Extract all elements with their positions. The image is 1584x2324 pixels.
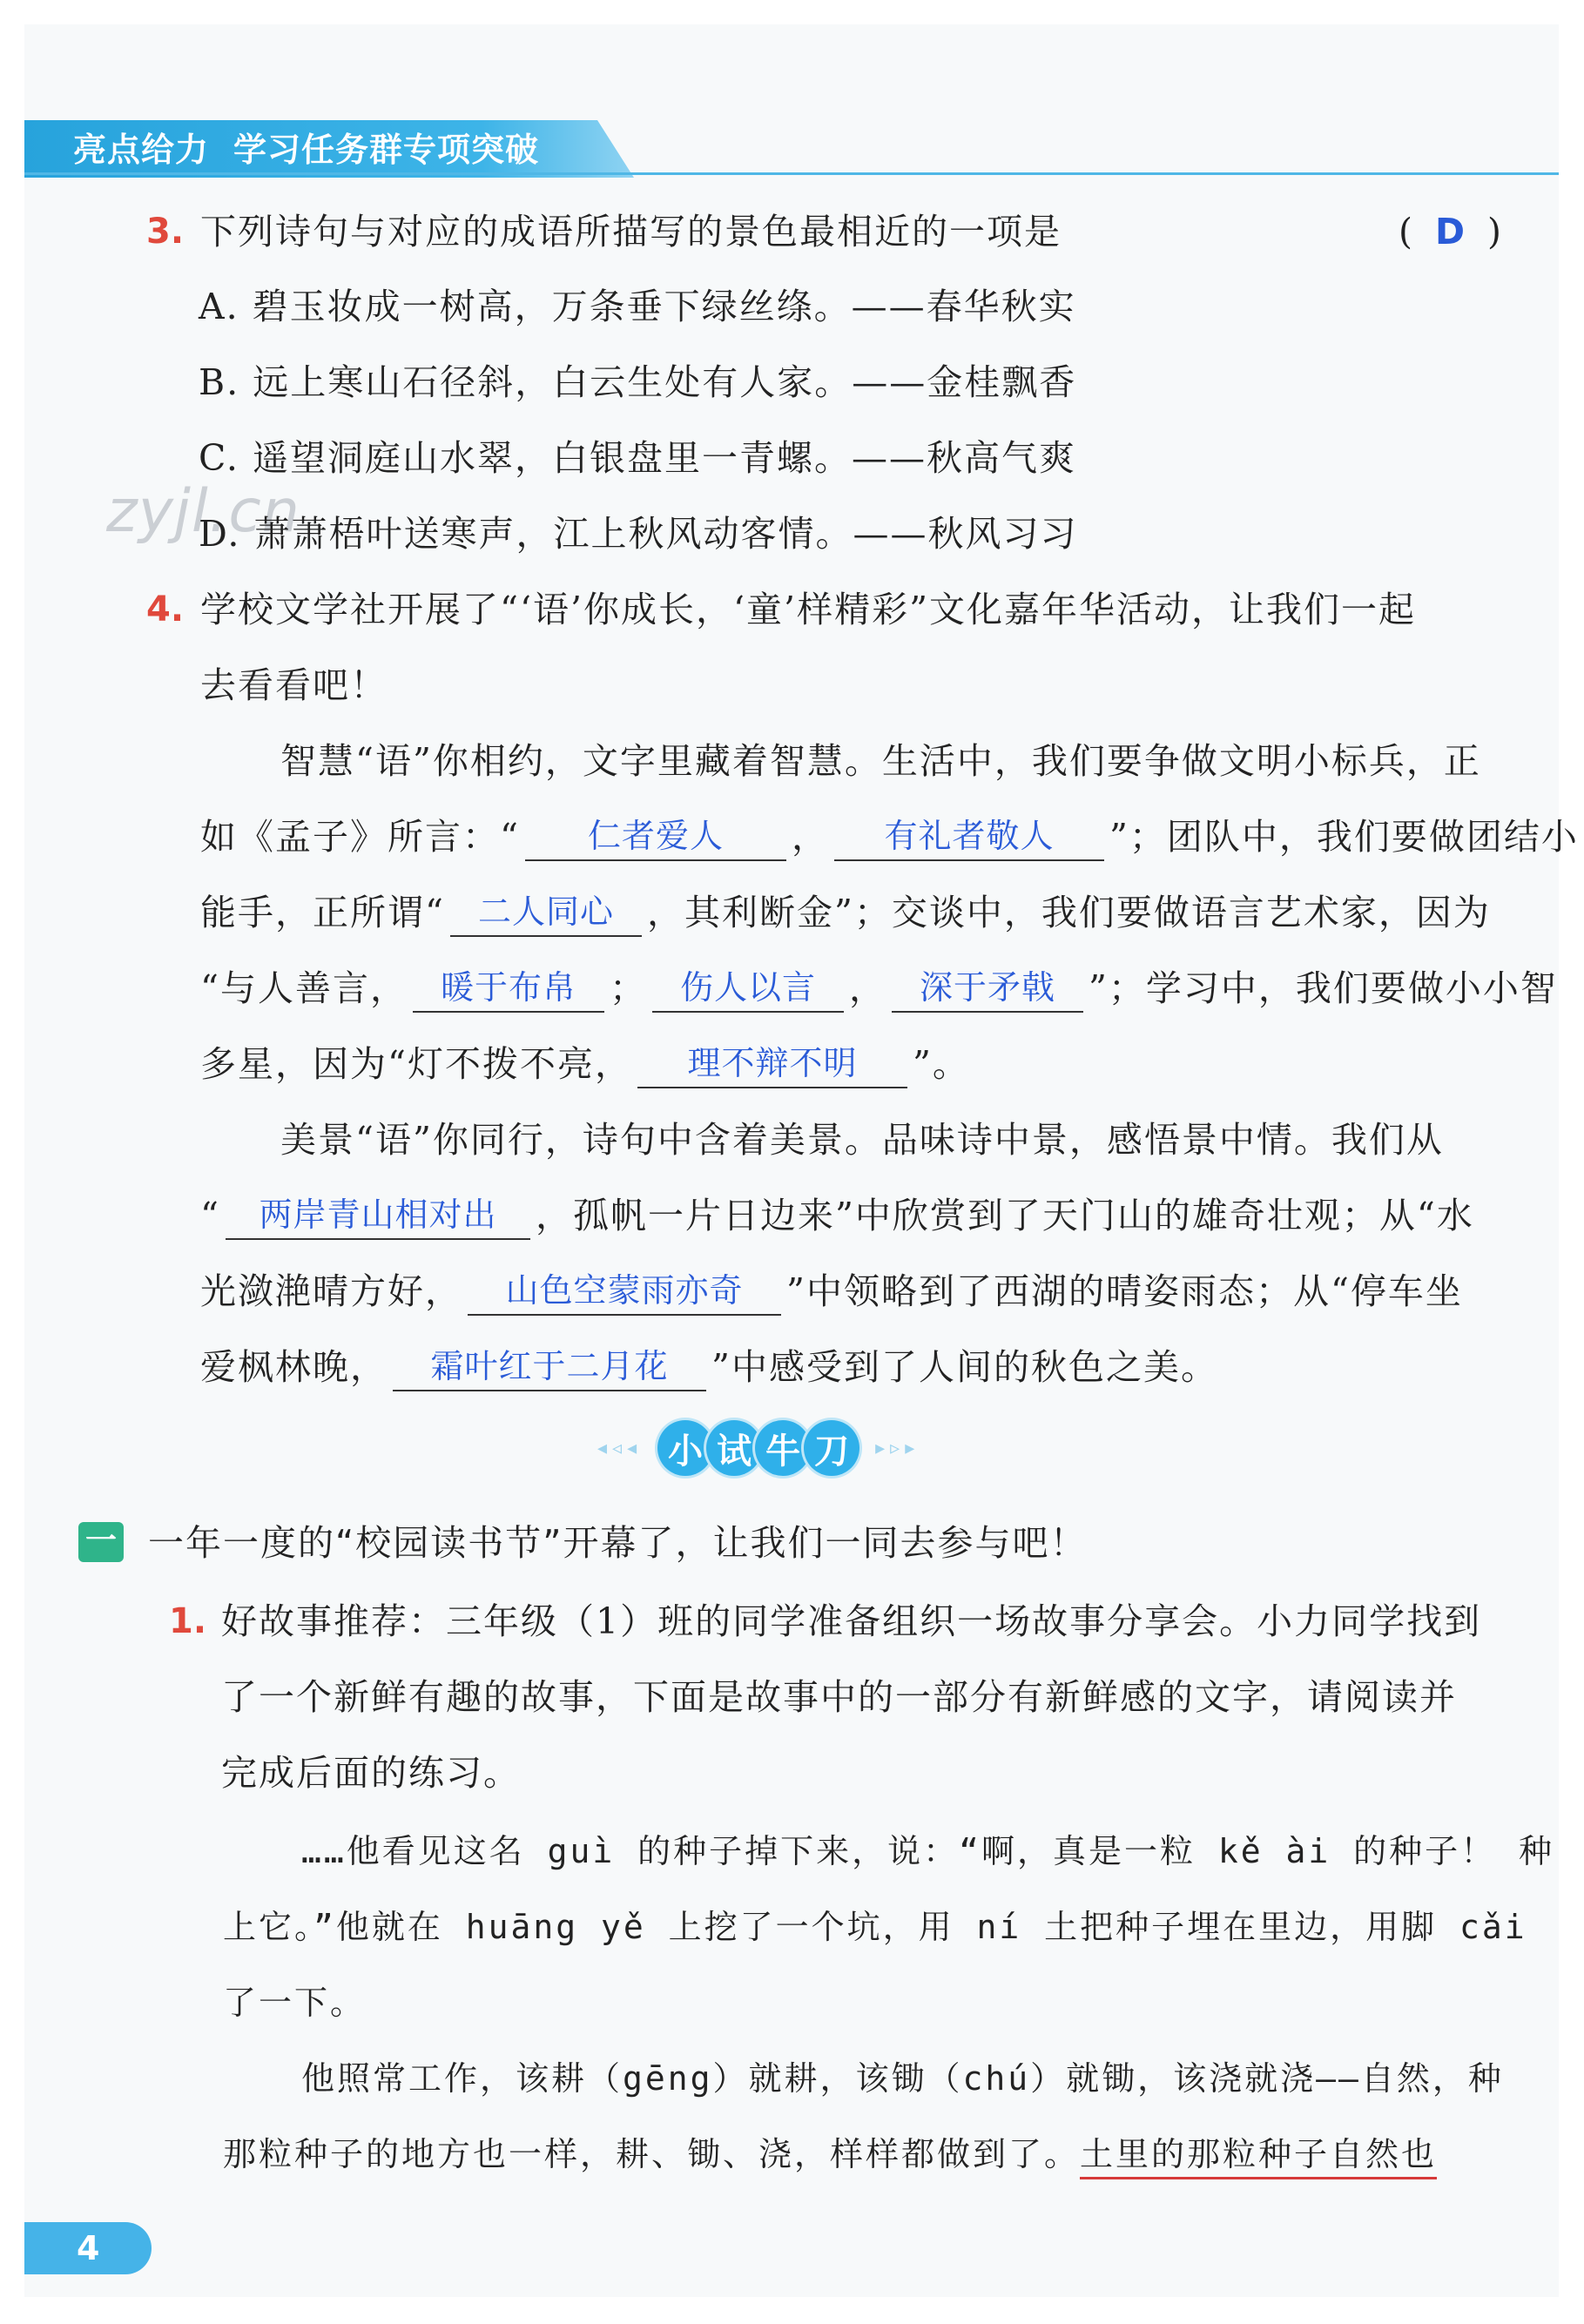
q4-line1: 学校文学社开展了“‘语’你成长，‘童’样精彩”文化嘉年华活动，让我们一起	[200, 589, 1417, 630]
answer-blank: 深于矛戟	[892, 966, 1083, 1013]
text: ，其利断金”；交谈中，我们要做语言艺术家，因为	[646, 892, 1491, 933]
text: “与人善言，	[200, 967, 408, 1009]
text: 如《孟子》所言：“	[200, 816, 520, 858]
text: ”中感受到了人间的秋色之美。	[711, 1346, 1218, 1388]
q1-number: 1.	[169, 1601, 207, 1641]
paren-close: )	[1487, 211, 1502, 253]
text: ”；学习中，我们要做小小智	[1088, 967, 1558, 1009]
q3-answer-paren	[1399, 207, 1501, 256]
left-arrows-icon: ◂◃◂	[597, 1437, 643, 1459]
answer-blank: 霜叶红于二月花	[393, 1344, 706, 1391]
answer-blank: 两岸青山相对出	[226, 1193, 530, 1240]
q3-stem: 下列诗句与对应的成语所描写的景色最相近的一项是	[200, 211, 1062, 253]
q4-number: 4.	[146, 589, 185, 630]
q4-p1-line1: 智慧“语”你相约，文字里藏着智慧。生活中，我们要争做文明小标兵，正	[280, 740, 1481, 782]
answer-blank: 山色空蒙雨亦奇	[468, 1269, 781, 1316]
text: 光潋滟晴方好，	[200, 1270, 462, 1312]
section-char: 小	[657, 1420, 713, 1476]
section-bubbles	[657, 1420, 859, 1476]
q3-option-a: A. 碧玉妆成一树高，万条垂下绿丝绦。——春华秋实	[199, 286, 1076, 327]
answer-blank: 理不辩不明	[637, 1041, 907, 1088]
text: 能手，正所谓“	[200, 892, 445, 933]
story-line1: ……他看见这名 guì 的种子掉下来，说：“啊，真是一粒 kě ài 的种子！ 种	[301, 1832, 1555, 1870]
q4-p2-line4	[200, 1343, 1218, 1391]
story-line4: 他照常工作，该耕（gēng）就耕，该锄（chú）就锄，该浇就浇——自然，种	[301, 2059, 1504, 2098]
text: ，	[848, 967, 886, 1009]
paren-open: (	[1399, 211, 1412, 253]
q4-p2-line1: 美景“语”你同行，诗句中含着美景。品味诗中景，感悟景中情。我们从	[280, 1119, 1444, 1161]
q3-option-c: C. 遥望洞庭山水翠，白银盘里一青螺。——秋高气爽	[199, 437, 1076, 479]
right-arrows-icon: ▸▹▸	[875, 1437, 920, 1459]
q4-p1-line3	[200, 888, 1491, 937]
text: ，	[791, 816, 829, 858]
section-title: 一年一度的“校园读书节”开幕了，让我们一同去参与吧！	[148, 1522, 1088, 1564]
answer-blank: 暖于布帛	[413, 966, 604, 1013]
text: 多星，因为“灯不拨不亮，	[200, 1043, 632, 1085]
header-title	[73, 124, 539, 176]
text: ；	[609, 967, 647, 1009]
answer-blank: 伤人以言	[652, 966, 844, 1013]
q4-p1-line5	[200, 1040, 970, 1088]
q3-answer: D	[1435, 211, 1466, 253]
q1-line2: 了一个新鲜有趣的故事，下面是故事中的一部分有新鲜感的文字，请阅读并	[221, 1676, 1457, 1718]
story-line3: 了一下。	[223, 1984, 367, 2022]
q3-option-b: B. 远上寒山石径斜，白云生处有人家。——金桂飘香	[199, 361, 1077, 403]
text: ”中领略到了西湖的晴姿雨态；从“停车坐	[786, 1270, 1463, 1312]
text: ”；团队中，我们要做团结小	[1109, 816, 1579, 858]
page-number: 4	[24, 2222, 152, 2274]
text: ”。	[912, 1043, 970, 1085]
header-title-main: 亮点给力	[73, 131, 210, 169]
section-char: 刀	[804, 1420, 859, 1476]
section-char: 试	[706, 1420, 762, 1476]
story-line5	[223, 2130, 1437, 2179]
section-heading-deco	[597, 1418, 920, 1479]
text: “	[200, 1195, 220, 1236]
q3-option-d: D. 萧萧梧叶送寒声，江上秋风动客情。——秋风习习	[199, 513, 1078, 555]
text: ，孤帆一片日边来”中欣赏到了天门山的雄奇壮观；从“水	[535, 1195, 1474, 1236]
q4-line2: 去看看吧！	[200, 664, 388, 706]
header-subtitle: 学习任务群专项突破	[233, 131, 540, 169]
q3-number: 3.	[146, 212, 185, 252]
q1-line1: 好故事推荐：三年级（1）班的同学准备组织一场故事分享会。小力同学找到	[221, 1600, 1482, 1642]
section-tag: 一	[78, 1522, 124, 1562]
answer-blank: 有礼者敬人	[834, 814, 1104, 861]
answer-blank: 二人同心	[450, 890, 642, 937]
text: 那粒种子的地方也一样，耕、锄、浇，样样都做到了。	[223, 2135, 1081, 2173]
q4-p2-line3	[200, 1267, 1463, 1316]
q4-p1-line2	[200, 812, 1579, 861]
text: 爱枫林晚，	[200, 1346, 388, 1388]
story-line2: 上它。”他就在 huāng yě 上挖了一个坑，用 ní 土把种子埋在里边，用脚 cǎi	[223, 1908, 1527, 1946]
underlined-sentence: 土里的那粒种子自然也	[1080, 2135, 1437, 2179]
q4-p2-line2	[200, 1191, 1474, 1240]
q1-line3: 完成后面的练习。	[221, 1752, 521, 1794]
section-char: 牛	[755, 1420, 811, 1476]
answer-blank: 仁者爱人	[525, 814, 786, 861]
q4-p1-line4	[200, 964, 1558, 1013]
watermark: zyjl.cn	[106, 477, 300, 546]
